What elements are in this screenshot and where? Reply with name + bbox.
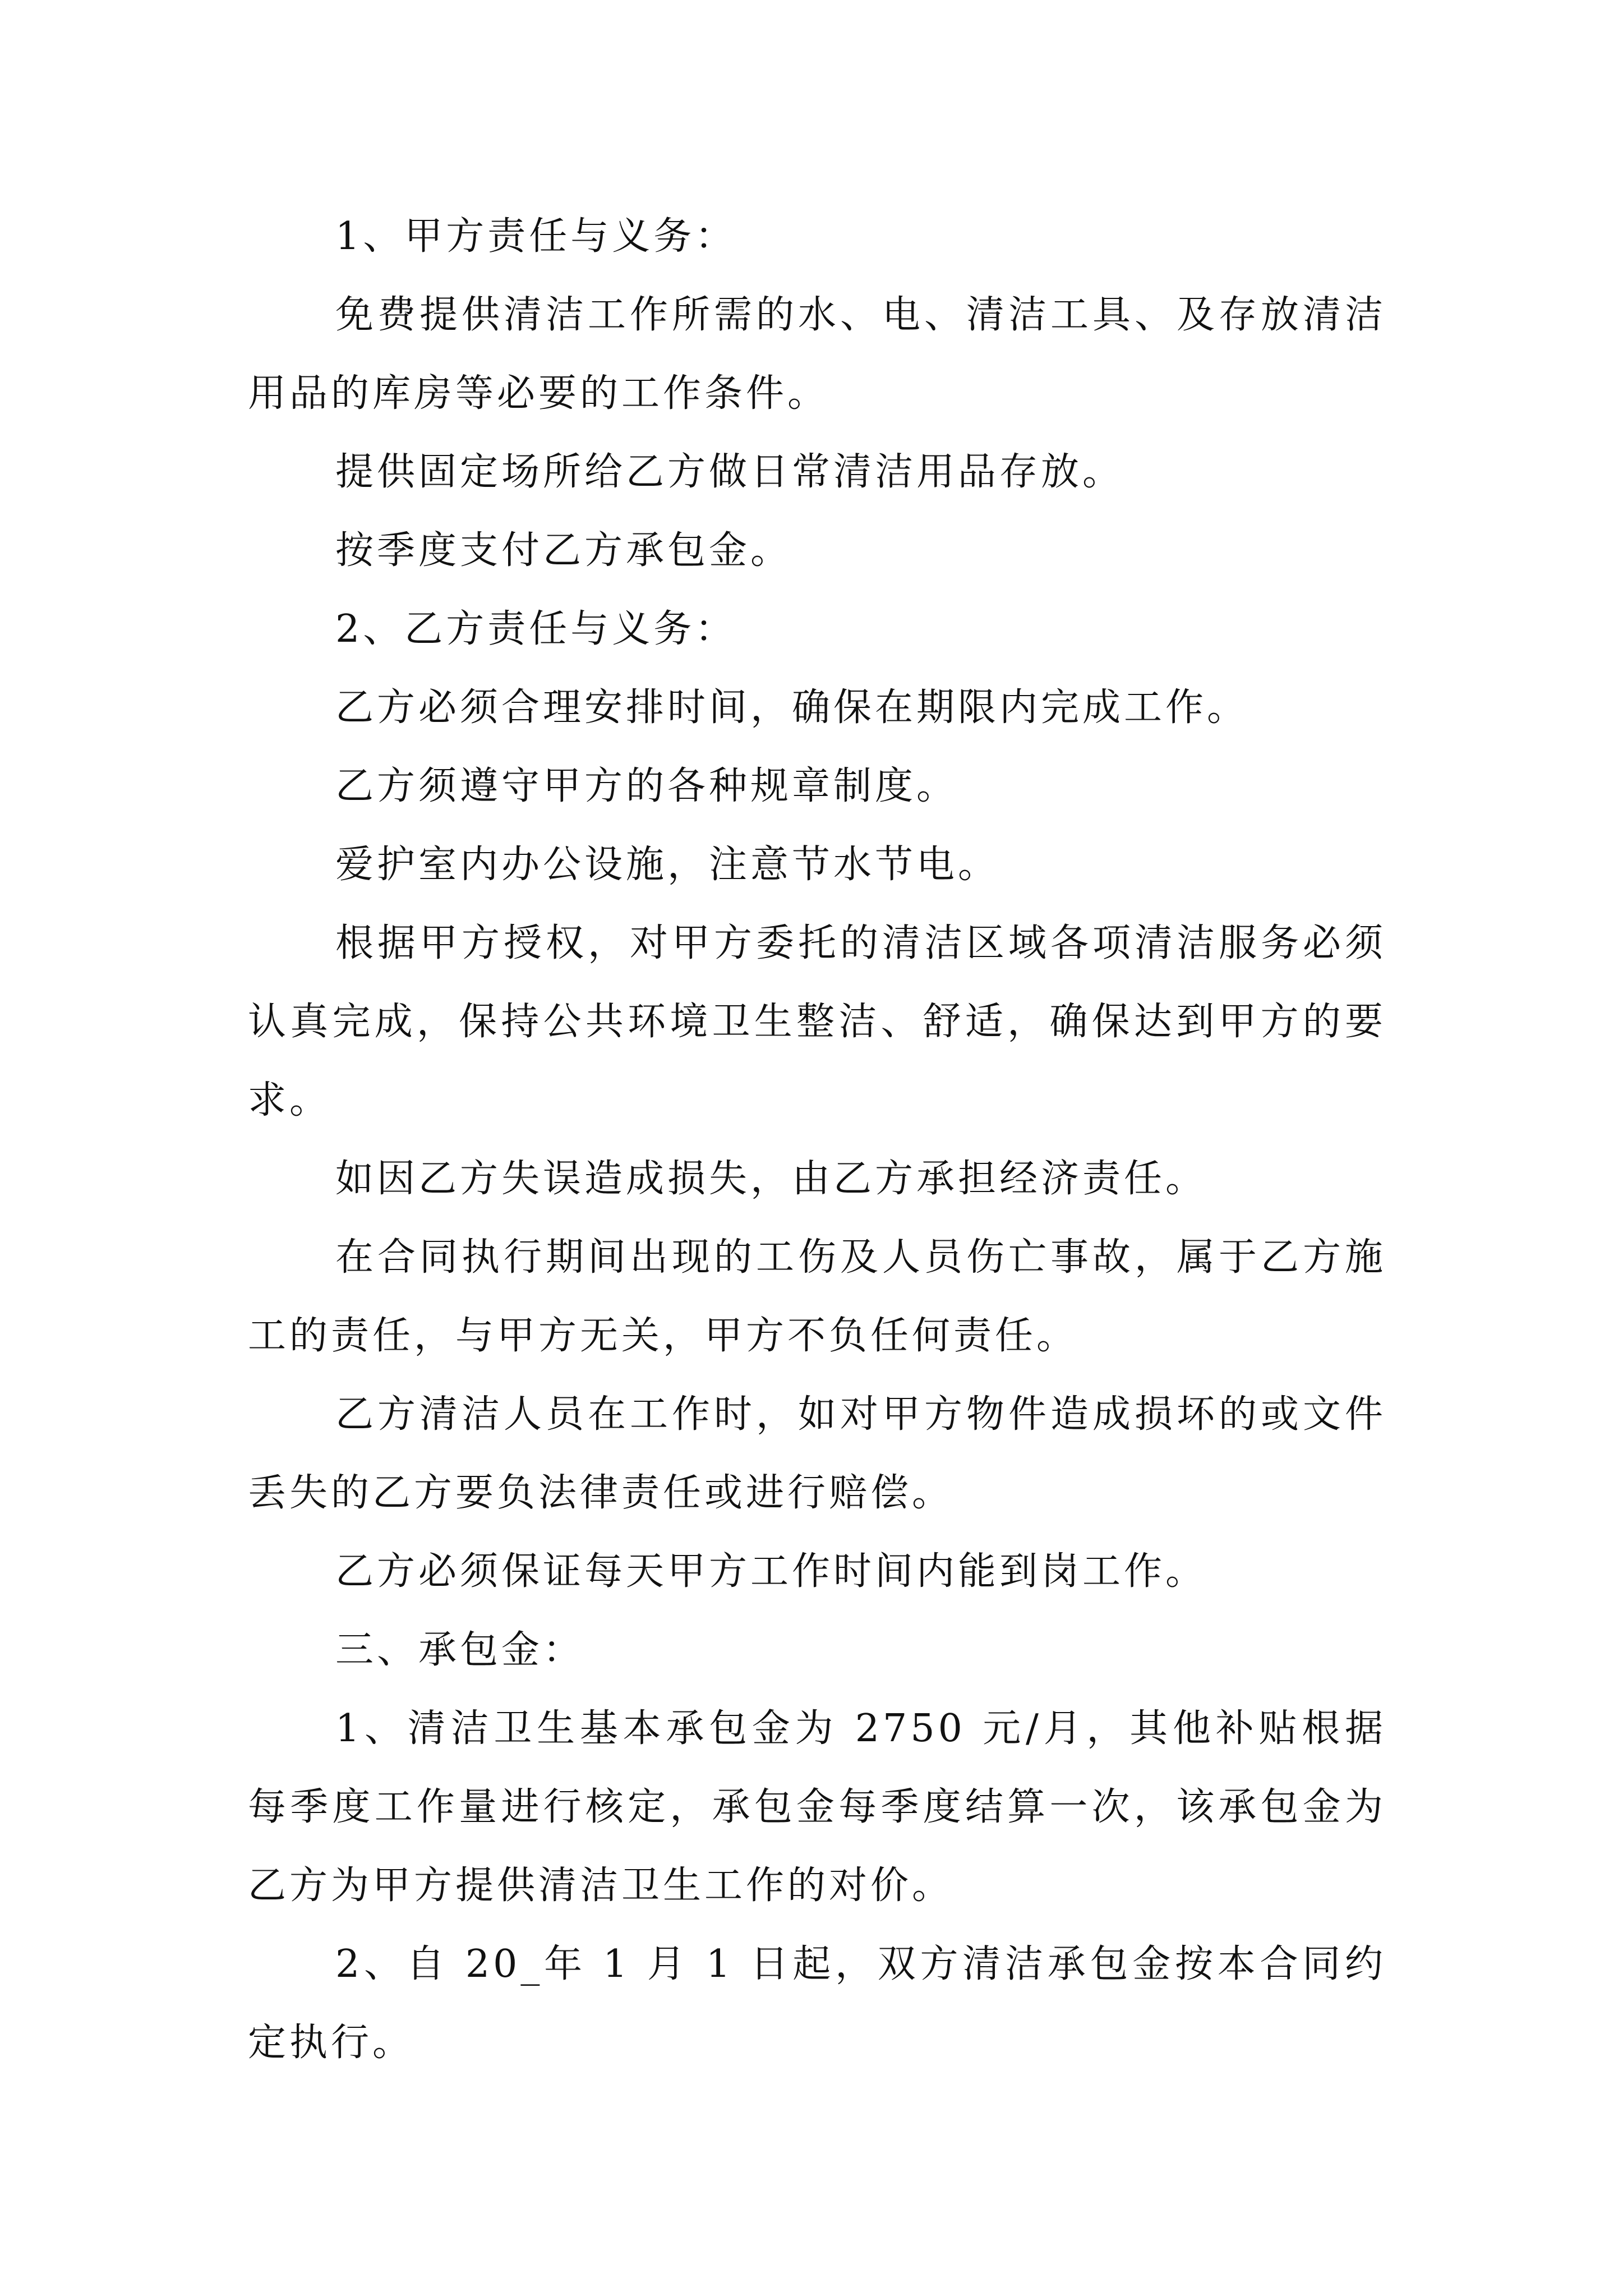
paragraph: 根据甲方授权，对甲方委托的清洁区域各项清洁服务必须认真完成，保持公共环境卫生整洁、舒适，确保达到甲方的要求。 — [248, 921, 1386, 1122]
paragraph: 提供固定场所给乙方做日常清洁用品存放。 — [335, 450, 1124, 494]
paragraph: 乙方必须合理安排时间，确保在期限内完成工作。 — [335, 685, 1249, 730]
paragraph: 如因乙方失误造成损失，由乙方承担经济责任。 — [335, 1157, 1207, 1201]
document-body — [248, 197, 1386, 2082]
paragraph: 乙方须遵守甲方的各种规章制度。 — [335, 764, 958, 808]
paragraph: 按季度支付乙方承包金。 — [335, 528, 792, 573]
section-heading-party-a: 1、甲方责任与义务： — [335, 214, 737, 259]
paragraph: 免费提供清洁工作所需的水、电、清洁工具、及存放清洁用品的库房等必要的工作条件。 — [248, 293, 1386, 416]
paragraph: 在合同执行期间出现的工伤及人员伤亡事故，属于乙方施工的责任，与甲方无关，甲方不负任何责任。 — [248, 1235, 1386, 1358]
section-heading-contract-fee: 三、承包金： — [335, 1628, 585, 1672]
paragraph: 乙方必须保证每天甲方工作时间内能到岗工作。 — [335, 1549, 1207, 1594]
paragraph: 2、自 20_年 1 月 1 日起，双方清洁承包金按本合同约定执行。 — [248, 1942, 1386, 2065]
paragraph: 1、清洁卫生基本承包金为 2750 元/月，其他补贴根据每季度工作量进行核定，承包金每季度结算一次，该承包金为乙方为甲方提供清洁卫生工作的对价。 — [248, 1706, 1386, 1908]
paragraph: 爱护室内办公设施，注意节水节电。 — [335, 843, 1000, 887]
section-heading-party-b: 2、乙方责任与义务： — [335, 607, 737, 651]
paragraph: 乙方清洁人员在工作时，如对甲方物件造成损坏的或文件丢失的乙方要负法律责任或进行赔偿。 — [248, 1392, 1386, 1515]
